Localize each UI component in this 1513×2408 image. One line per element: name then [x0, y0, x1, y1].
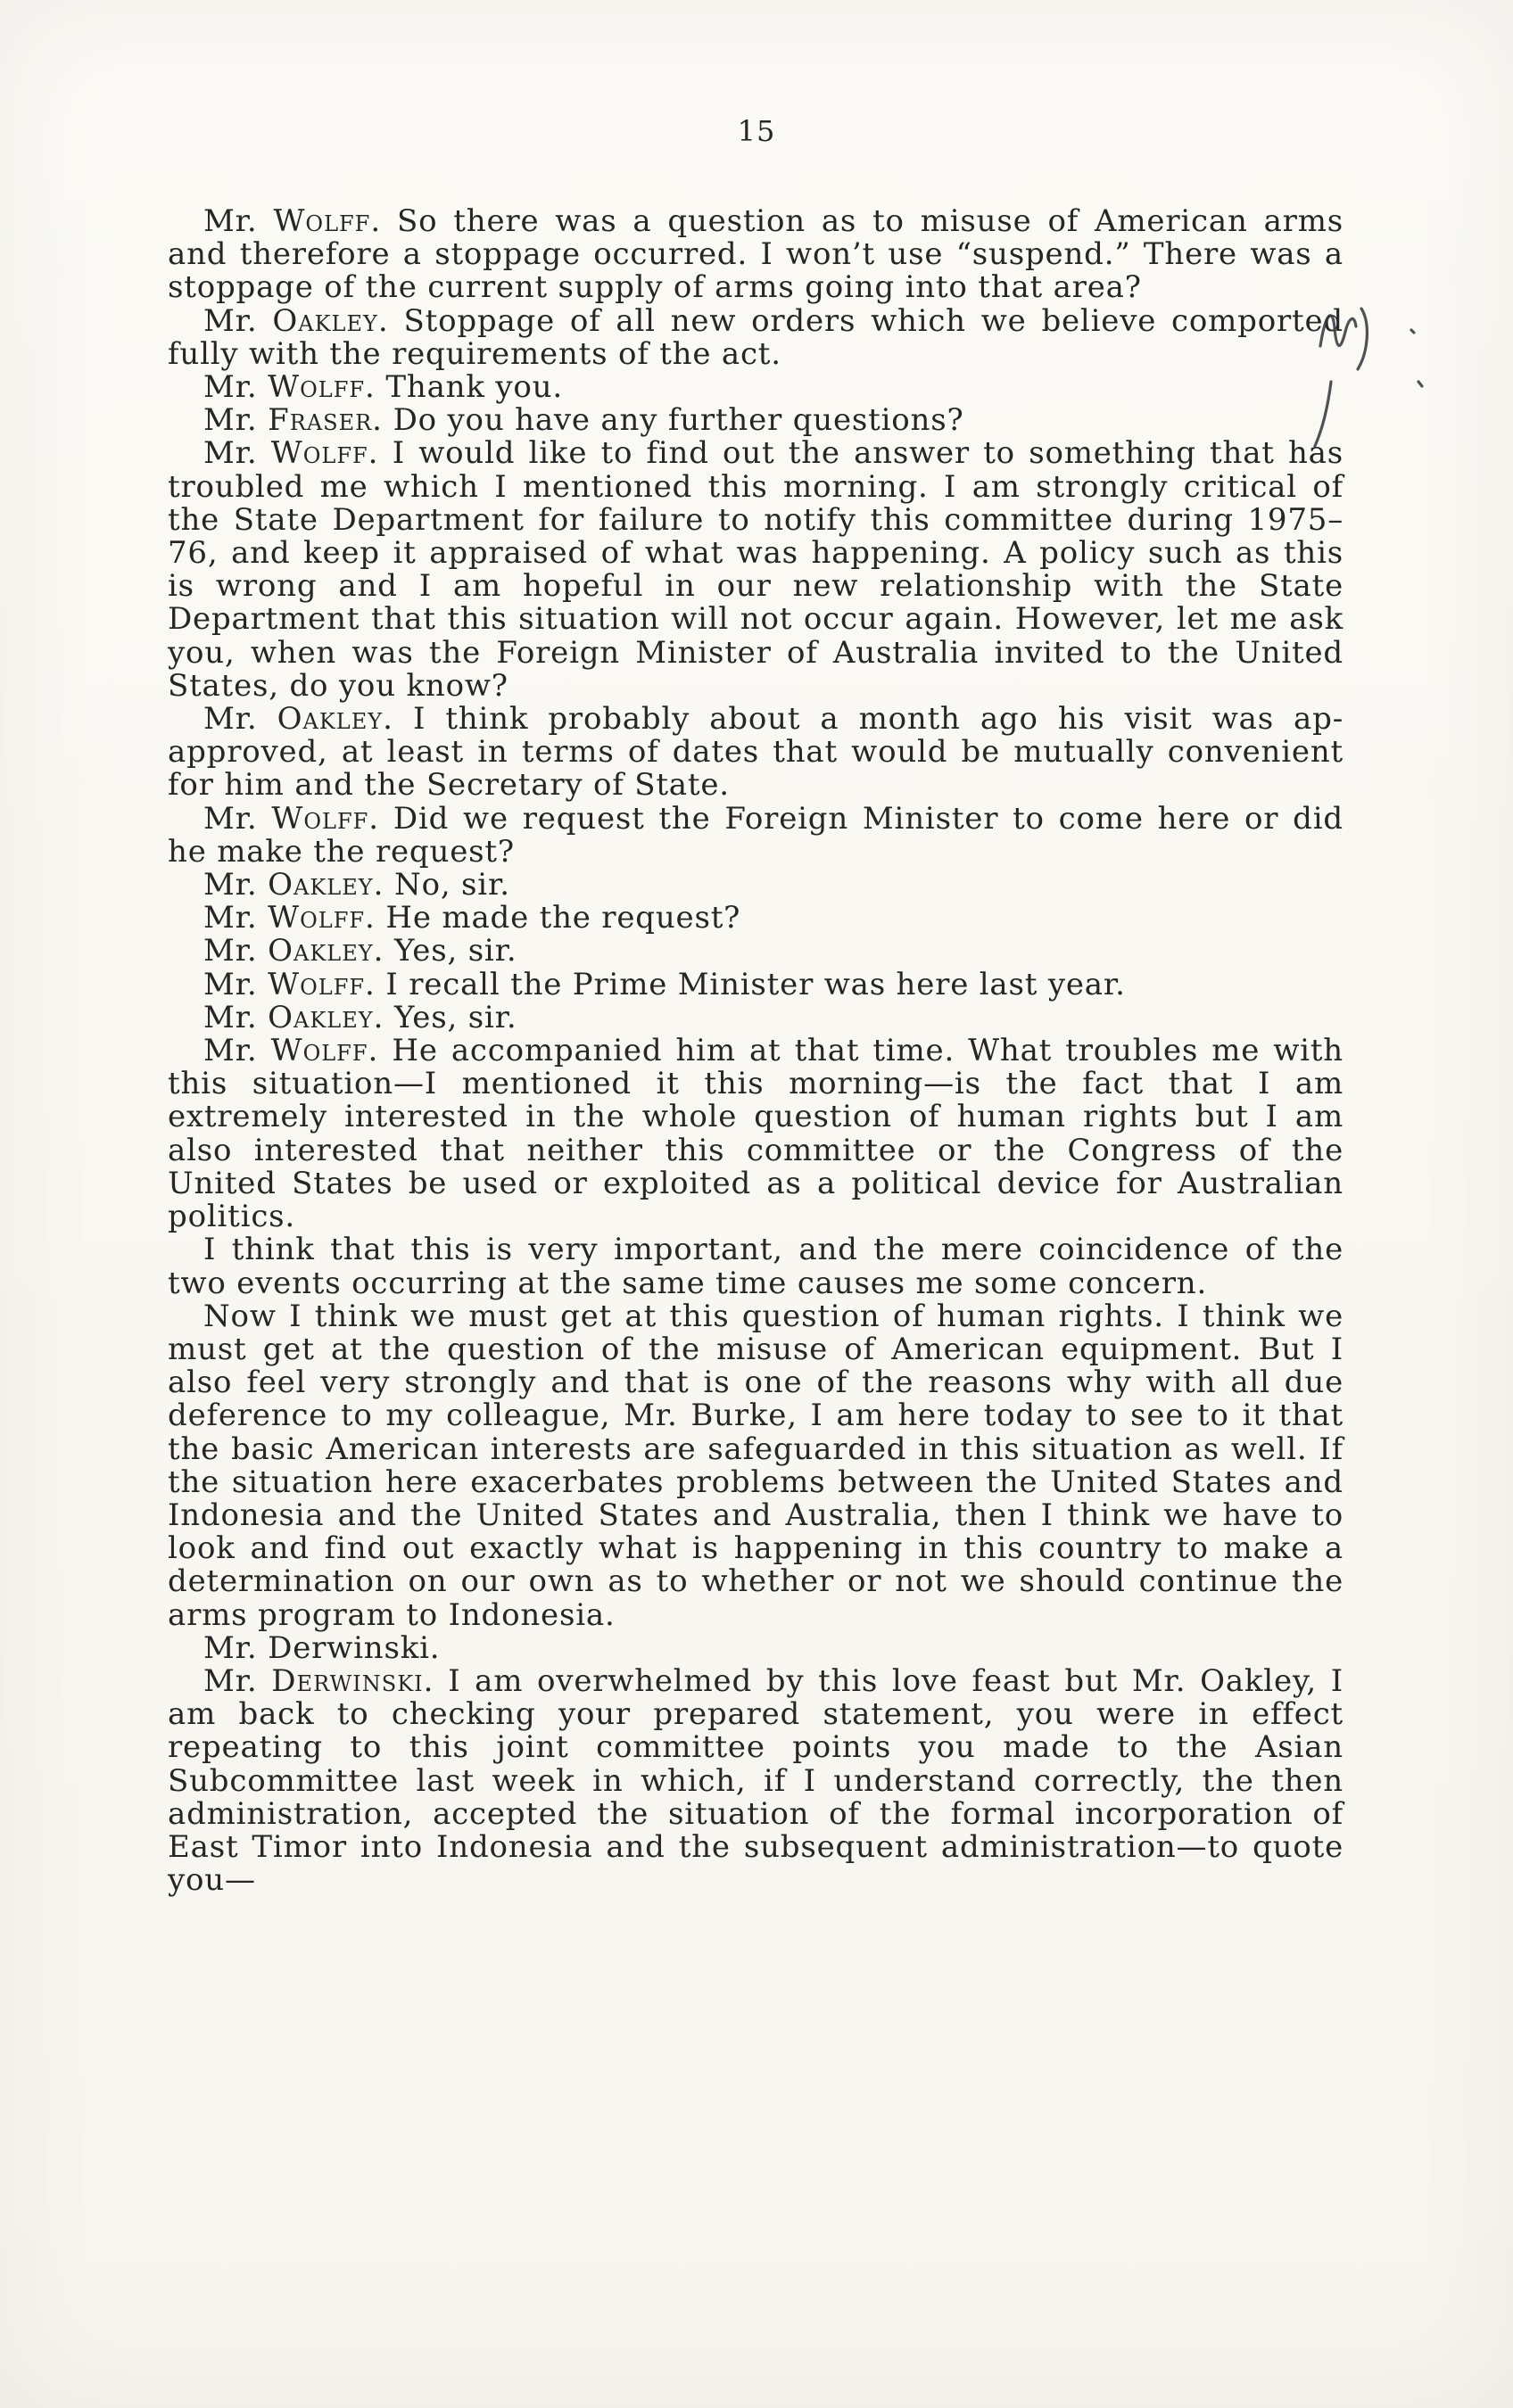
transcript-body — [168, 205, 1344, 1897]
speaker-name: Mr. Wolff. — [203, 203, 382, 239]
paragraph: Mr. Wolff. He made the request? — [203, 900, 741, 936]
speaker-name: Mr. Wolff. — [203, 966, 376, 1002]
paragraph: Mr. Oakley. No, sir. — [203, 867, 510, 903]
speaker-name: Mr. Derwinski. — [203, 1662, 434, 1699]
paragraph: Mr. Wolff. I recall the Prime Minister was here last year. — [203, 966, 1126, 1002]
paragraph: Mr. Oakley. Stoppage of all new orders which we believe comported fully with the requirements of the act. — [168, 302, 1344, 372]
page-number: 15 — [737, 114, 776, 148]
speaker-name: Mr. Oakley. — [203, 933, 384, 969]
speaker-name: Mr. Oakley. — [203, 999, 384, 1035]
speaker-name: Mr. Wolff. — [203, 369, 376, 406]
paragraph: I think that this is very important, and the mere coincidence of the two events occurring at the same time causes me some concern. — [168, 1232, 1344, 1301]
paragraph: Mr. Wolff. Did we request the Foreign Minister to come here or did he make the request? — [168, 800, 1344, 870]
paragraph: Mr. Derwinski. I am overwhelmed by this love feast but Mr. Oakley, I am back to checking your prepared statement, you were in effect repeating to this joint committee points you made to the Asian Subcommittee last week in which, if I understand correctly, the then administration, accepted the situation of the formal incorporation of East Timor into Indonesia and the subsequent administration—to quote you— — [168, 1662, 1344, 1899]
paragraph: Mr. Oakley. Yes, sir. — [203, 999, 517, 1035]
speaker-name: Mr. Wolff. — [203, 800, 380, 837]
paragraph: Mr. Wolff. Thank you. — [203, 369, 563, 406]
paragraph: Mr. Wolff. So there was a question as to misuse of American arms and therefore a stoppage occurred. I won’t use “suspend.” There was a stoppage of the current supply of arms going into that area? — [168, 203, 1344, 306]
speaker-name: Mr. Oakley. — [203, 867, 384, 903]
paragraph: Mr. Derwinski. — [203, 1629, 441, 1666]
speaker-name: Mr. Wolff. — [203, 900, 376, 936]
paragraph: Mr. Oakley. Yes, sir. — [203, 933, 517, 969]
speaker-name: Mr. Fraser. — [203, 402, 383, 439]
paragraph: Mr. Wolff. He accompanied him at that time. What troubles me with this situation—I mentioned it this morning—is the fact that I am extremely interested in the whole question of human rights but I am also interested that neither this committee or the Congress of the United States be used or exploited as a political device for Australian politics. — [168, 1033, 1344, 1235]
paragraph: Now I think we must get at this question of human rights. I think we must get at the question of the misuse of American equipment. But I also feel very strongly and that is one of the reasons why with all due deference to my colleague, Mr. Burke, I am here today to see to it that the basic American interests are safeguarded in this situation as well. If the situation here exacerbates problems between the United States and Indonesia and the United States and Australia, then I think we have to look and find out exactly what is happening in this country to make a determination on our own as to whether or not we should continue the arms program to Indonesia. — [168, 1298, 1344, 1633]
speaker-name: Mr. Wolff. — [203, 1033, 379, 1069]
paragraph: Mr. Wolff. I would like to find out the answer to something that has troubled me which I mentioned this morning. I am strongly critical of the State Department for failure to notify this committee during 1975–76, and keep it appraised of what was happening. A policy such as this is wrong and I am hopeful in our new relationship with the State Department that this situation will not occur again. However, let me ask you, when was the Foreign Minister of Australia invited to the United States, do you know? — [168, 435, 1344, 704]
speaker-name: Mr. Wolff. — [203, 435, 379, 472]
paragraph: Mr. Fraser. Do you have any further questions? — [203, 402, 964, 439]
speaker-name: Mr. Oakley. — [203, 701, 393, 738]
speaker-name: Mr. Oakley. — [203, 302, 389, 339]
paragraph: Mr. Oakley. I think probably about a month ago his visit was ap-approved, at least in terms of dates that would be mutually convenient for him and the Secretary of State. — [168, 701, 1344, 804]
